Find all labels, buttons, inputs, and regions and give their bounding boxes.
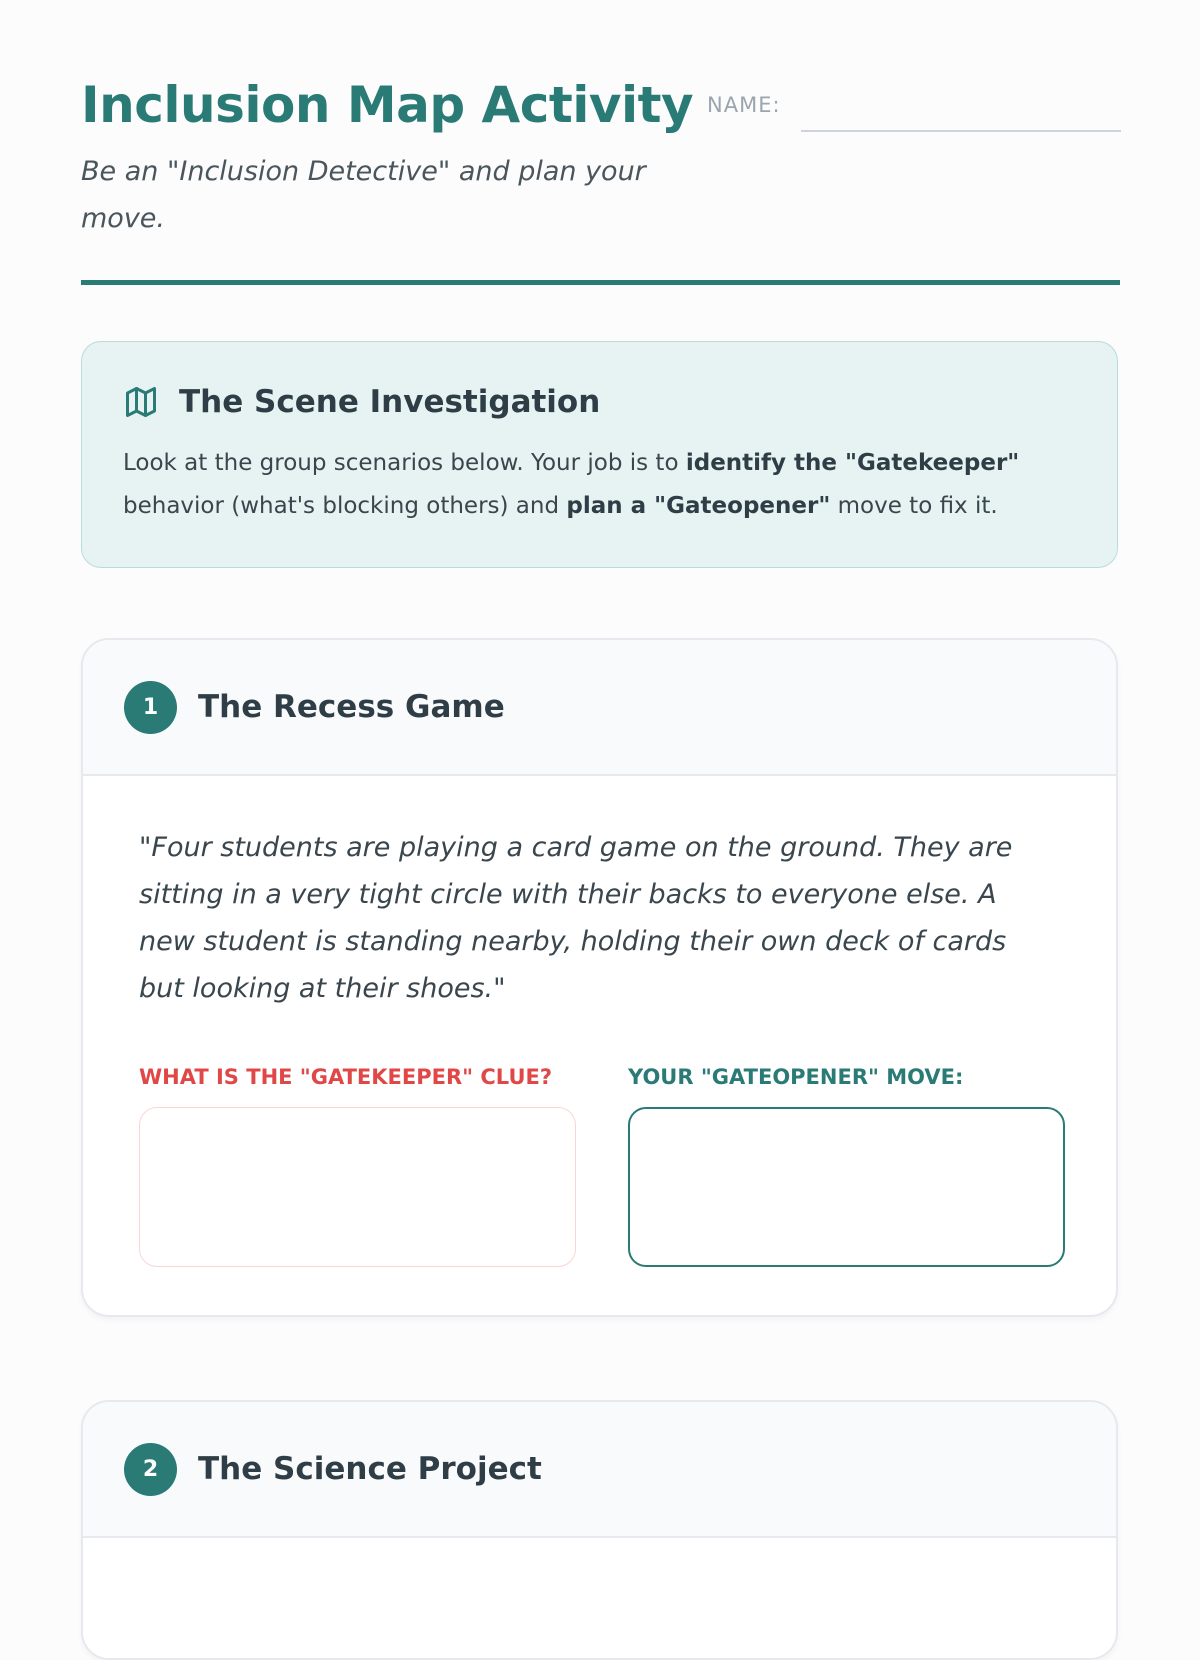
gatekeeper-clue-label: WHAT IS THE "GATEKEEPER" CLUE? xyxy=(139,1065,553,1089)
map-icon xyxy=(123,384,159,420)
header-divider xyxy=(81,280,1120,285)
intro-bold-gatekeeper: identify the "Gatekeeper" xyxy=(685,450,1020,476)
gatekeeper-clue-answer-box[interactable] xyxy=(139,1107,576,1267)
scenario-title: The Science Project xyxy=(198,1451,542,1487)
page-subtitle: Be an "Inclusion Detective" and plan your move. xyxy=(81,156,646,234)
scenario-number-badge: 1 xyxy=(124,681,177,734)
intro-title: The Scene Investigation xyxy=(179,384,601,420)
scenario-header xyxy=(83,1402,1116,1538)
name-label: NAME: xyxy=(707,93,781,117)
scenario-header xyxy=(83,640,1116,776)
intro-text-part: Look at the group scenarios below. Your job is to xyxy=(123,450,686,476)
name-field-line[interactable] xyxy=(801,130,1121,132)
intro-text xyxy=(123,442,1083,528)
scenario-description: "Four students are playing a card game on the ground. They are sitting in a very tight circle with their backs to everyone else. A new student is standing nearby, holding their own deck of cards but looking at their shoes." xyxy=(139,832,1013,1004)
scenario-title: The Recess Game xyxy=(198,689,505,725)
intro-card xyxy=(81,341,1118,568)
intro-header xyxy=(123,384,600,420)
worksheet-page xyxy=(81,0,1120,1487)
scenario-body xyxy=(83,776,1116,1315)
gateopener-move-label: YOUR "GATEOPENER" MOVE: xyxy=(628,1065,964,1089)
worksheet-header xyxy=(81,0,1120,288)
scenario-card-1 xyxy=(81,638,1118,1317)
intro-text-part: move to fix it. xyxy=(830,493,998,519)
intro-bold-gateopener: plan a "Gateopener" xyxy=(566,493,831,519)
scenario-number-badge: 2 xyxy=(124,1443,177,1496)
scenario-card-2 xyxy=(81,1400,1118,1660)
intro-text-part: behavior (what's blocking others) and xyxy=(123,493,567,519)
gateopener-move-answer-box[interactable] xyxy=(628,1107,1065,1267)
page-title: Inclusion Map Activity xyxy=(81,76,694,134)
